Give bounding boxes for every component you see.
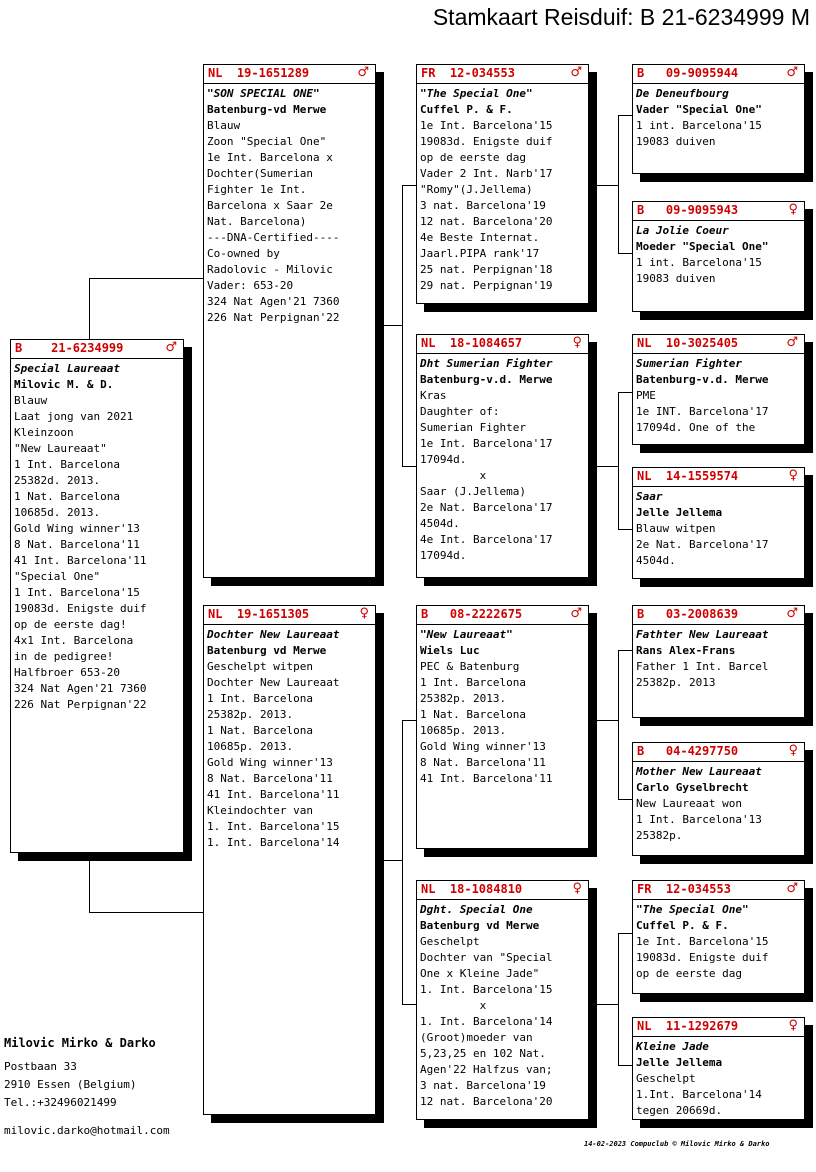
connector <box>618 529 632 530</box>
ring-number <box>633 606 804 625</box>
pedigree-line: "Romy"(J.Jellema) <box>420 183 533 196</box>
connector <box>376 860 402 861</box>
pigeon-name: "SON SPECIAL ONE" <box>207 87 320 100</box>
pedigree-line: Gold Wing winner'13 <box>207 756 333 769</box>
female-icon: ♀ <box>359 606 369 621</box>
male-icon: ♂ <box>357 65 369 80</box>
pedigree-line: 1 Nat. Barcelona <box>14 490 120 503</box>
pedigree-line: 19083d. Enigste duif <box>420 135 553 148</box>
pedigree-line: 19083 duiven <box>636 135 716 148</box>
ring-number-text: NL 18-1084657 <box>421 336 523 350</box>
ring-number-text: NL 18-1084810 <box>421 882 523 896</box>
ring-number-text: B 21-6234999 <box>15 341 124 355</box>
connector <box>618 115 632 116</box>
pedigree-line: Geschelpt <box>420 935 480 948</box>
connector <box>589 466 618 467</box>
pedigree-line: Dochter New Laureaat <box>207 676 340 689</box>
connector <box>402 466 417 467</box>
male-icon: ♂ <box>570 606 582 621</box>
pedigree-line: Sumerian Fighter <box>420 421 526 434</box>
pedigree-line: Fighter 1e Int. <box>207 183 307 196</box>
pedigree-line: 4504d. <box>420 517 460 530</box>
pedigree-line: 12 nat. Barcelona'20 <box>420 215 553 228</box>
pedigree-line: Laat jong van 2021 <box>14 410 134 423</box>
pedigree-line: Gold Wing winner'13 <box>14 522 140 535</box>
pedigree-line: ---DNA-Certified---- <box>207 231 340 244</box>
pedigree-line: 25382p. 2013 <box>636 676 716 689</box>
connector <box>89 278 204 279</box>
pigeon-card-ggp-7[interactable] <box>632 880 805 994</box>
pedigree-line: Blauw witpen <box>636 522 716 535</box>
pedigree-line: tegen 20669d. <box>636 1104 723 1117</box>
ring-number-text: NL 10-3025405 <box>637 336 739 350</box>
ring-number <box>633 1018 804 1037</box>
pigeon-name: "The Special One" <box>420 87 533 100</box>
ring-number-text: NL 14-1559574 <box>637 469 739 483</box>
connector <box>402 720 417 721</box>
pedigree-line: 10685p. 2013. <box>420 724 507 737</box>
pigeon-name: Special Laureaat <box>14 362 120 375</box>
pigeon-name: La Jolie Coeur <box>636 224 729 237</box>
pedigree-line: 1e Int. Barcelona'15 <box>420 119 553 132</box>
pedigree-line: (Groot)moeder van <box>420 1031 533 1044</box>
pedigree-line: 29 nat. Perpignan'19 <box>420 279 553 292</box>
ring-number-text: B 09-9095943 <box>637 203 739 217</box>
ring-number-text: FR 12-034553 <box>421 66 515 80</box>
pedigree-line: 25382p. 2013. <box>207 708 294 721</box>
pedigree-line: 25382p. 2013. <box>420 692 507 705</box>
pedigree-line: 41 Int. Barcelona'11 <box>420 772 553 785</box>
pedigree-line: 1e Int. Barcelona x <box>207 151 333 164</box>
pedigree-line: Jaarl.PIPA rank'17 <box>420 247 540 260</box>
ring-number <box>204 606 375 625</box>
female-icon: ♀ <box>788 468 798 483</box>
pigeon-name: Dht Sumerian Fighter <box>420 357 553 370</box>
pedigree-line: 1.Int. Barcelona'14 <box>636 1088 762 1101</box>
pigeon-name: "The Special One" <box>636 903 749 916</box>
pedigree-line: op de eerste dag <box>636 967 742 980</box>
pigeon-card-ggp-5[interactable] <box>632 605 805 718</box>
ring-number-text: NL 11-1292679 <box>637 1019 739 1033</box>
connector <box>402 720 403 1005</box>
pigeon-breeder: Batenburg vd Merwe <box>207 644 327 657</box>
pigeon-breeder: Jelle Jellema <box>636 1056 723 1069</box>
pigeon-card-mother[interactable] <box>203 605 376 1115</box>
pigeon-card-mother-mother[interactable] <box>416 880 589 1120</box>
connector <box>618 799 632 800</box>
pigeon-card-ggp-6[interactable] <box>632 742 805 856</box>
pedigree-line: 226 Nat Perpignan'22 <box>207 311 340 324</box>
pedigree-line: Zoon "Special One" <box>207 135 327 148</box>
pedigree-line: 1 int. Barcelona'15 <box>636 256 762 269</box>
pedigree-line: New Laureaat won <box>636 797 742 810</box>
male-icon: ♂ <box>786 335 798 350</box>
owner-name: Milovic Mirko & Darko <box>4 1036 156 1050</box>
pigeon-breeder: Batenburg-vd Merwe <box>207 103 327 116</box>
pedigree-line: x <box>420 999 487 1012</box>
male-icon: ♂ <box>165 340 177 355</box>
pigeon-breeder: Batenburg-v.d. Merwe <box>636 373 769 386</box>
pigeon-name: Fathter New Laureaat <box>636 628 769 641</box>
pedigree-line: 25382d. 2013. <box>14 474 101 487</box>
ring-number-text: NL 19-1651289 <box>208 66 310 80</box>
pedigree-line: 1 Int. Barcelona'13 <box>636 813 762 826</box>
pedigree-line: 1 Int. Barcelona'15 <box>14 586 140 599</box>
pedigree-line: Co-owned by <box>207 247 280 260</box>
pedigree-line: op de eerste dag! <box>14 618 127 631</box>
connector <box>589 185 618 186</box>
pedigree-line: 324 Nat Agen'21 7360 <box>207 295 340 308</box>
female-icon: ♀ <box>788 202 798 217</box>
pedigree-line: 8 Nat. Barcelona'11 <box>14 538 140 551</box>
pedigree-line: One x Kleine Jade" <box>420 967 540 980</box>
pedigree-line: Geschelpt witpen <box>207 660 313 673</box>
pedigree-line: 19083d. Enigste duif <box>636 951 769 964</box>
pedigree-line: 4504d. <box>636 554 676 567</box>
connector <box>402 1004 417 1005</box>
pedigree-line: 19083d. Enigste duif <box>14 602 147 615</box>
connector <box>618 933 619 1066</box>
connector <box>618 253 632 254</box>
ring-number-text: NL 19-1651305 <box>208 607 310 621</box>
pigeon-card-ggp-2[interactable] <box>632 201 805 312</box>
pedigree-line: 1. Int. Barcelona'14 <box>420 1015 553 1028</box>
pedigree-line: Daughter of: <box>420 405 500 418</box>
pigeon-breeder: Rans Alex-Frans <box>636 644 736 657</box>
pedigree-line: in de pedigree! <box>14 650 114 663</box>
ring-number-text: B 04-4297750 <box>637 744 739 758</box>
pedigree-line: PEC & Batenburg <box>420 660 520 673</box>
pedigree-line: 8 Nat. Barcelona'11 <box>420 756 546 769</box>
pedigree-line: op de eerste dag <box>420 151 526 164</box>
pigeon-breeder: Cuffel P. & F. <box>636 919 729 932</box>
pedigree-line: 5,23,25 en 102 Nat. <box>420 1047 546 1060</box>
pedigree-line: 1 Nat. Barcelona <box>207 724 313 737</box>
pedigree-line: 1e INT. Barcelona'17 <box>636 405 769 418</box>
pedigree-line: Halfbroer 653-20 <box>14 666 120 679</box>
pigeon-card-ggp-1[interactable] <box>632 64 805 174</box>
pigeon-name: "New Laureaat" <box>420 628 513 641</box>
pedigree-line: 25 nat. Perpignan'18 <box>420 263 553 276</box>
pigeon-breeder: Batenburg vd Merwe <box>420 919 540 932</box>
pigeon-breeder: Carlo Gyselbrecht <box>636 781 749 794</box>
ring-number-text: B 09-9095944 <box>637 66 739 80</box>
connector <box>589 720 618 721</box>
pedigree-line: Nat. Barcelona) <box>207 215 307 228</box>
pigeon-card-father[interactable] <box>203 64 376 578</box>
pedigree-line: Blauw <box>207 119 241 132</box>
ring-number-text: FR 12-034553 <box>637 882 731 896</box>
pedigree-line: 1 Int. Barcelona <box>420 676 526 689</box>
pedigree-line: 3 nat. Barcelona'19 <box>420 199 546 212</box>
connector <box>618 1065 632 1066</box>
pedigree-line: Father 1 Int. Barcel <box>636 660 769 673</box>
pedigree-line: 17094d. <box>420 453 467 466</box>
connector <box>618 392 619 530</box>
pedigree-line: 1. Int. Barcelona'15 <box>207 820 340 833</box>
pigeon-name: Dochter New Laureaat <box>207 628 340 641</box>
pigeon-name: De Deneufbourg <box>636 87 729 100</box>
page-title: Stamkaart Reisduif: B 21-6234999 M <box>432 4 810 30</box>
pedigree-line: "Special One" <box>14 570 101 583</box>
owner-block <box>4 1034 156 1112</box>
female-icon: ♀ <box>788 743 798 758</box>
pedigree-line: "New Laureaat" <box>14 442 107 455</box>
ring-number <box>204 65 375 84</box>
pedigree-line: Vader: 653-20 <box>207 279 294 292</box>
pigeon-name: Saar <box>636 490 663 503</box>
female-icon: ♀ <box>572 881 582 896</box>
pigeon-name: Mother New Laureaat <box>636 765 762 778</box>
pigeon-breeder: Batenburg-v.d. Merwe <box>420 373 553 386</box>
pedigree-line: 2e Nat. Barcelona'17 <box>420 501 553 514</box>
connector <box>589 1004 618 1005</box>
ring-number <box>633 881 804 900</box>
pedigree-line: 41 Int. Barcelona'11 <box>14 554 147 567</box>
pedigree-line: Geschelpt <box>636 1072 696 1085</box>
pedigree-line: 1e Int. Barcelona'15 <box>636 935 769 948</box>
pedigree-line: Saar (J.Jellema) <box>420 485 526 498</box>
owner-phone: Tel.:+32496021499 <box>4 1096 117 1109</box>
pigeon-card-mother-father[interactable] <box>416 605 589 849</box>
ring-number <box>633 65 804 84</box>
pedigree-line: 8 Nat. Barcelona'11 <box>207 772 333 785</box>
pedigree-line: 324 Nat Agen'21 7360 <box>14 682 147 695</box>
pedigree-line: 17094d. One of the <box>636 421 756 434</box>
connector <box>618 392 632 393</box>
pigeon-name: Kleine Jade <box>636 1040 709 1053</box>
male-icon: ♂ <box>786 65 798 80</box>
pigeon-card-subject[interactable] <box>10 339 184 853</box>
pedigree-line: 10685p. 2013. <box>207 740 294 753</box>
pedigree-line: 1 Int. Barcelona <box>14 458 120 471</box>
pedigree-line: 19083 duiven <box>636 272 716 285</box>
pedigree-line: 4e Int. Barcelona'17 <box>420 533 553 546</box>
pigeon-breeder: Moeder "Special One" <box>636 240 769 253</box>
male-icon: ♂ <box>570 65 582 80</box>
pigeon-breeder: Jelle Jellema <box>636 506 723 519</box>
ring-number <box>417 881 588 900</box>
pedigree-line: 12 nat. Barcelona'20 <box>420 1095 553 1108</box>
pigeon-card-father-father[interactable] <box>416 64 589 304</box>
pedigree-line: Dochter van "Special <box>420 951 553 964</box>
pedigree-line: 1. Int. Barcelona'15 <box>420 983 553 996</box>
pedigree-line: 3 nat. Barcelona'19 <box>420 1079 546 1092</box>
pedigree-line: 41 Int. Barcelona'11 <box>207 788 340 801</box>
pedigree-line: 1 int. Barcelona'15 <box>636 119 762 132</box>
owner-email[interactable]: milovic.darko@hotmail.com <box>4 1124 170 1137</box>
pedigree-line: Vader 2 Int. Narb'17 <box>420 167 553 180</box>
pigeon-card-ggp-4[interactable] <box>632 467 805 579</box>
ring-number-text: B 08-2222675 <box>421 607 523 621</box>
ring-number <box>633 335 804 354</box>
ring-number <box>633 743 804 762</box>
pigeon-card-father-mother[interactable] <box>416 334 589 578</box>
connector <box>618 650 619 800</box>
pigeon-card-ggp-8[interactable] <box>632 1017 805 1120</box>
connector <box>618 115 619 254</box>
connector <box>402 185 417 186</box>
pedigree-line: Blauw <box>14 394 48 407</box>
connector <box>618 650 632 651</box>
pedigree-line: 4e Beste Internat. <box>420 231 540 244</box>
pedigree-line: 2e Nat. Barcelona'17 <box>636 538 769 551</box>
pedigree-line: 1. Int. Barcelona'14 <box>207 836 340 849</box>
female-icon: ♀ <box>572 335 582 350</box>
pigeon-breeder: Wiels Luc <box>420 644 480 657</box>
pedigree-line: 10685d. 2013. <box>14 506 101 519</box>
pigeon-breeder: Cuffel P. & F. <box>420 103 513 116</box>
owner-address-line2: 2910 Essen (Belgium) <box>4 1078 137 1091</box>
pedigree-line: 4x1 Int. Barcelona <box>14 634 134 647</box>
connector <box>89 852 90 912</box>
ring-number <box>417 606 588 625</box>
footer-credit: 14-02-2023 Compuclub © Milovic Mirko & Darko <box>584 1140 770 1148</box>
connector <box>89 278 90 340</box>
female-icon: ♀ <box>788 1018 798 1033</box>
pigeon-name: Sumerian Fighter <box>636 357 742 370</box>
ring-number <box>633 202 804 221</box>
pedigree-line: Barcelona x Saar 2e <box>207 199 333 212</box>
pedigree-line: 25382p. <box>636 829 683 842</box>
male-icon: ♂ <box>786 606 798 621</box>
male-icon: ♂ <box>786 881 798 896</box>
ring-number-text: B 03-2008639 <box>637 607 739 621</box>
connector <box>376 325 402 326</box>
pigeon-name: Dght. Special One <box>420 903 533 916</box>
ring-number <box>633 468 804 487</box>
pigeon-breeder: Milovic M. & D. <box>14 378 114 391</box>
pedigree-line: 1e Int. Barcelona'17 <box>420 437 553 450</box>
pedigree-line: Agen'22 Halfzus van; <box>420 1063 553 1076</box>
ring-number <box>417 335 588 354</box>
pedigree-line: PME <box>636 389 656 402</box>
connector <box>402 185 403 467</box>
connector <box>618 933 632 934</box>
ring-number <box>11 340 183 359</box>
pedigree-line: Kras <box>420 389 447 402</box>
pedigree-line: Dochter(Sumerian <box>207 167 313 180</box>
pedigree-line: x <box>420 469 487 482</box>
pedigree-line: 17094d. <box>420 549 467 562</box>
pigeon-breeder: Vader "Special One" <box>636 103 762 116</box>
pigeon-card-ggp-3[interactable] <box>632 334 805 445</box>
pedigree-line: Radolovic - Milovic <box>207 263 333 276</box>
pedigree-line: 1 Int. Barcelona <box>207 692 313 705</box>
pedigree-line: 226 Nat Perpignan'22 <box>14 698 147 711</box>
connector <box>89 912 204 913</box>
pedigree-line: Kleinzoon <box>14 426 74 439</box>
pedigree-line: 1 Nat. Barcelona <box>420 708 526 721</box>
owner-address-line1: Postbaan 33 <box>4 1060 77 1073</box>
pedigree-line: Gold Wing winner'13 <box>420 740 546 753</box>
pedigree-line: Kleindochter van <box>207 804 313 817</box>
ring-number <box>417 65 588 84</box>
